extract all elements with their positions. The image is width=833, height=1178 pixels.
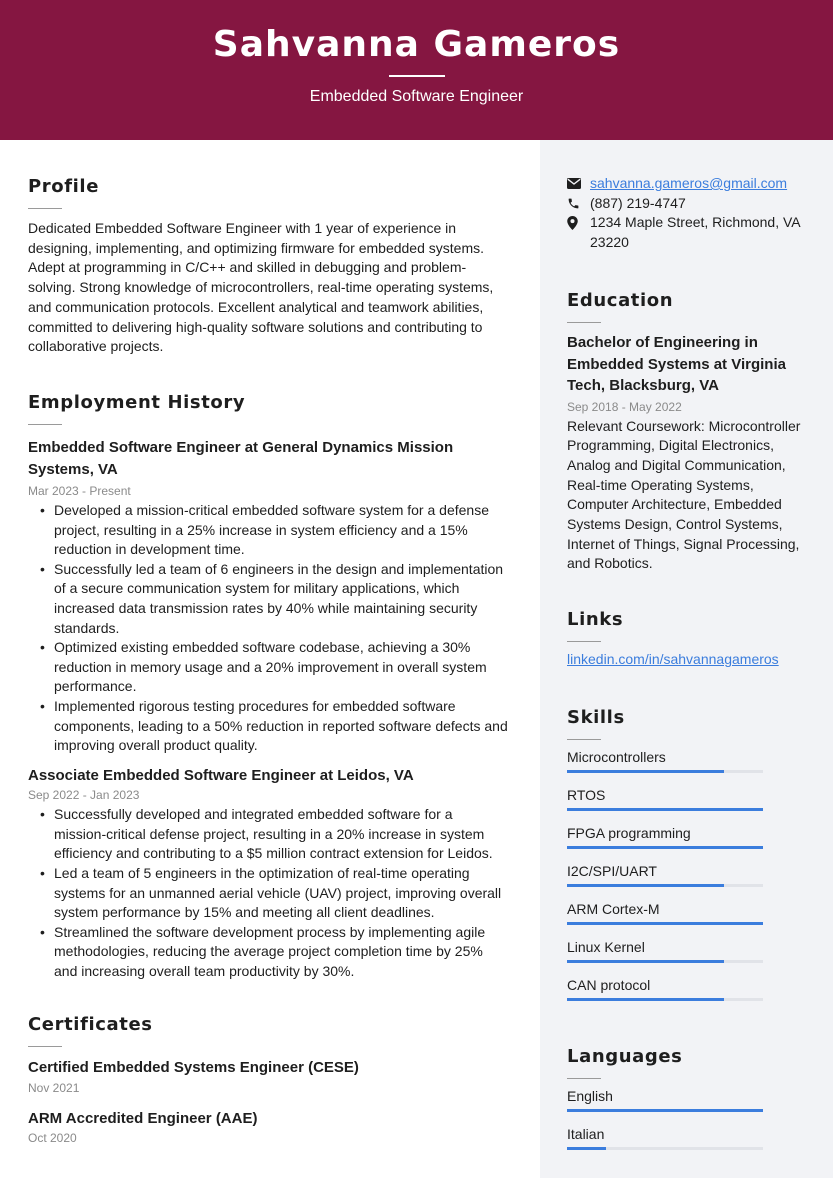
skill-label: FPGA programming <box>567 825 691 841</box>
skill-label: Microcontrollers <box>567 749 666 765</box>
certificate-entry <box>28 1108 508 1148</box>
section-divider <box>28 208 62 209</box>
skill-item <box>567 974 812 1012</box>
header-divider <box>389 75 445 77</box>
skill-level-track <box>567 884 763 887</box>
skill-item <box>567 860 812 898</box>
skill-label: RTOS <box>567 787 606 803</box>
skill-label: ARM Cortex-M <box>567 901 660 917</box>
language-level-bar <box>567 1147 606 1150</box>
employment-heading: Employment History <box>28 392 246 413</box>
contact-address-row <box>567 213 812 252</box>
language-label: English <box>567 1088 613 1104</box>
job-bullet: • Developed a mission-critical embedded software system for a defense project, resulting in a 25% increase in system efficiency and a 15% reduction in development time. <box>54 501 508 560</box>
job-bullet: • Successfully developed and integrated embedded software for a mission-critical defense project, resulting in a 20% increase in system efficiency and contributing to a $5 million contract extension for Leidos. <box>54 805 508 864</box>
address-text: 1234 Maple Street, Richmond, VA 23220 <box>590 214 800 250</box>
job-bullet: • Optimized existing embedded software codebase, achieving a 30% reduction in memory usage and a 20% improvement in overall system performance. <box>54 638 508 697</box>
certificate-name: ARM Accredited Engineer (AAE) <box>28 1109 258 1127</box>
skill-item <box>567 936 812 974</box>
language-level-track <box>567 1147 763 1150</box>
job-bullets <box>28 501 508 756</box>
skills-section <box>567 707 812 1012</box>
certificates-section <box>28 1014 508 1147</box>
section-divider <box>28 1046 62 1047</box>
skill-level-bar <box>567 808 763 811</box>
skill-level-track <box>567 922 763 925</box>
job-bullet: • Implemented rigorous testing procedures for embedded software components, leading to a 50% reduction in reported software defects and improving overall product quality. <box>54 697 508 756</box>
section-divider <box>28 424 62 425</box>
education-degree: Bachelor of Engineering in Embedded Systems at Virginia Tech, Blacksburg, VA <box>567 334 786 394</box>
job-entry <box>28 765 508 982</box>
skill-level-track <box>567 808 763 811</box>
skill-level-track <box>567 846 763 849</box>
languages-section <box>567 1046 812 1161</box>
linkedin-link[interactable]: linkedin.com/in/sahvannagameros <box>567 651 779 667</box>
section-divider <box>567 739 601 740</box>
profile-section <box>28 176 508 357</box>
job-entry-title: Embedded Software Engineer at General Dynamics Mission Systems, VA <box>28 439 454 478</box>
job-bullets <box>28 805 508 981</box>
section-divider <box>567 641 601 642</box>
profile-heading: Profile <box>28 176 100 197</box>
section-divider <box>567 1078 601 1079</box>
skill-item <box>567 746 812 784</box>
language-level-track <box>567 1109 763 1112</box>
language-level-bar <box>567 1109 763 1112</box>
phone-number: (887) 219-4747 <box>590 194 686 211</box>
section-divider <box>567 322 601 323</box>
job-title: Embedded Software Engineer <box>309 88 524 105</box>
skill-level-track <box>567 770 763 773</box>
skills-list <box>567 746 812 1012</box>
certificates-heading: Certificates <box>28 1014 153 1035</box>
contact-section <box>567 174 812 252</box>
skill-level-track <box>567 960 763 963</box>
job-bullet: • Successfully led a team of 6 engineers in the design and implementation of a secure communication system for military applications, which increased data transmission rates by 40% while maintaining security standards. <box>54 560 508 638</box>
skill-level-track <box>567 998 763 1001</box>
skill-level-bar <box>567 884 724 887</box>
job-entry <box>28 437 508 756</box>
languages-list <box>567 1085 812 1161</box>
language-label: Italian <box>567 1126 605 1142</box>
profile-text: Dedicated Embedded Software Engineer with 1 year of experience in designing, implementing, and optimizing firmware for embedded systems. Adept at programming in C/C++ and skilled in debugging and problem-solving. Strong knowledge of microcontrollers, real-time operating systems, and communication protocols. Excellent analytical and teamwork abilities, committed to delivering high-quality software solutions and contributing to collaborative projects. <box>28 220 494 355</box>
skill-level-bar <box>567 922 763 925</box>
education-heading: Education <box>567 290 674 311</box>
candidate-name: Sahvanna Gameros <box>212 24 621 65</box>
contact-email-row <box>567 174 812 194</box>
contact-phone-row <box>567 194 812 214</box>
certificate-entry <box>28 1057 508 1097</box>
language-item <box>567 1123 812 1161</box>
certificate-date: Nov 2021 <box>28 1080 80 1095</box>
skill-label: CAN protocol <box>567 977 651 993</box>
links-section <box>567 609 812 670</box>
job-entry-date: Mar 2023 - Present <box>28 484 131 498</box>
certificate-name: Certified Embedded Systems Engineer (CESE) <box>28 1059 359 1076</box>
links-heading: Links <box>567 609 624 630</box>
languages-heading: Languages <box>567 1046 683 1067</box>
job-bullet: • Streamlined the software development process by implementing agile methodologies, reducing the average project completion time by 25% and increasing overall team productivity by 30%. <box>54 923 508 982</box>
skill-label: Linux Kernel <box>567 939 645 955</box>
job-bullet: • Led a team of 5 engineers in the optimization of real-time operating systems for an unmanned aerial vehicle (UAV) project, improving overall system performance by 15% and meeting all client deadlines. <box>54 864 508 923</box>
skills-heading: Skills <box>567 707 625 728</box>
employment-section <box>28 392 508 982</box>
resume-header <box>0 0 833 140</box>
certificate-date: Oct 2020 <box>28 1131 77 1145</box>
skill-level-bar <box>567 846 763 849</box>
skill-item <box>567 822 812 860</box>
phone-icon <box>567 194 590 213</box>
skill-level-bar <box>567 770 724 773</box>
skill-label: I2C/SPI/UART <box>567 863 657 879</box>
skill-level-bar <box>567 960 724 963</box>
skill-item <box>567 898 812 936</box>
language-item <box>567 1085 812 1123</box>
job-entry-date: Sep 2022 - Jan 2023 <box>28 788 140 803</box>
email-link[interactable]: sahvanna.gameros@gmail.com <box>590 175 788 191</box>
skill-item <box>567 784 812 822</box>
education-section <box>567 290 812 574</box>
map-pin-icon <box>567 213 590 232</box>
envelope-icon <box>567 174 590 193</box>
education-date: Sep 2018 - May 2022 <box>567 399 682 414</box>
job-entry-title: Associate Embedded Software Engineer at Leidos, VA <box>28 766 414 784</box>
skill-level-bar <box>567 998 724 1001</box>
education-coursework: Relevant Coursework: Microcontroller Programming, Digital Electronics, Analog and Digital Communication, Real-time Operating Systems, Computer Architecture, Embedded Systems Design, Control Systems, Internet of Things, Signal Processing, and Robotics. <box>567 417 801 572</box>
